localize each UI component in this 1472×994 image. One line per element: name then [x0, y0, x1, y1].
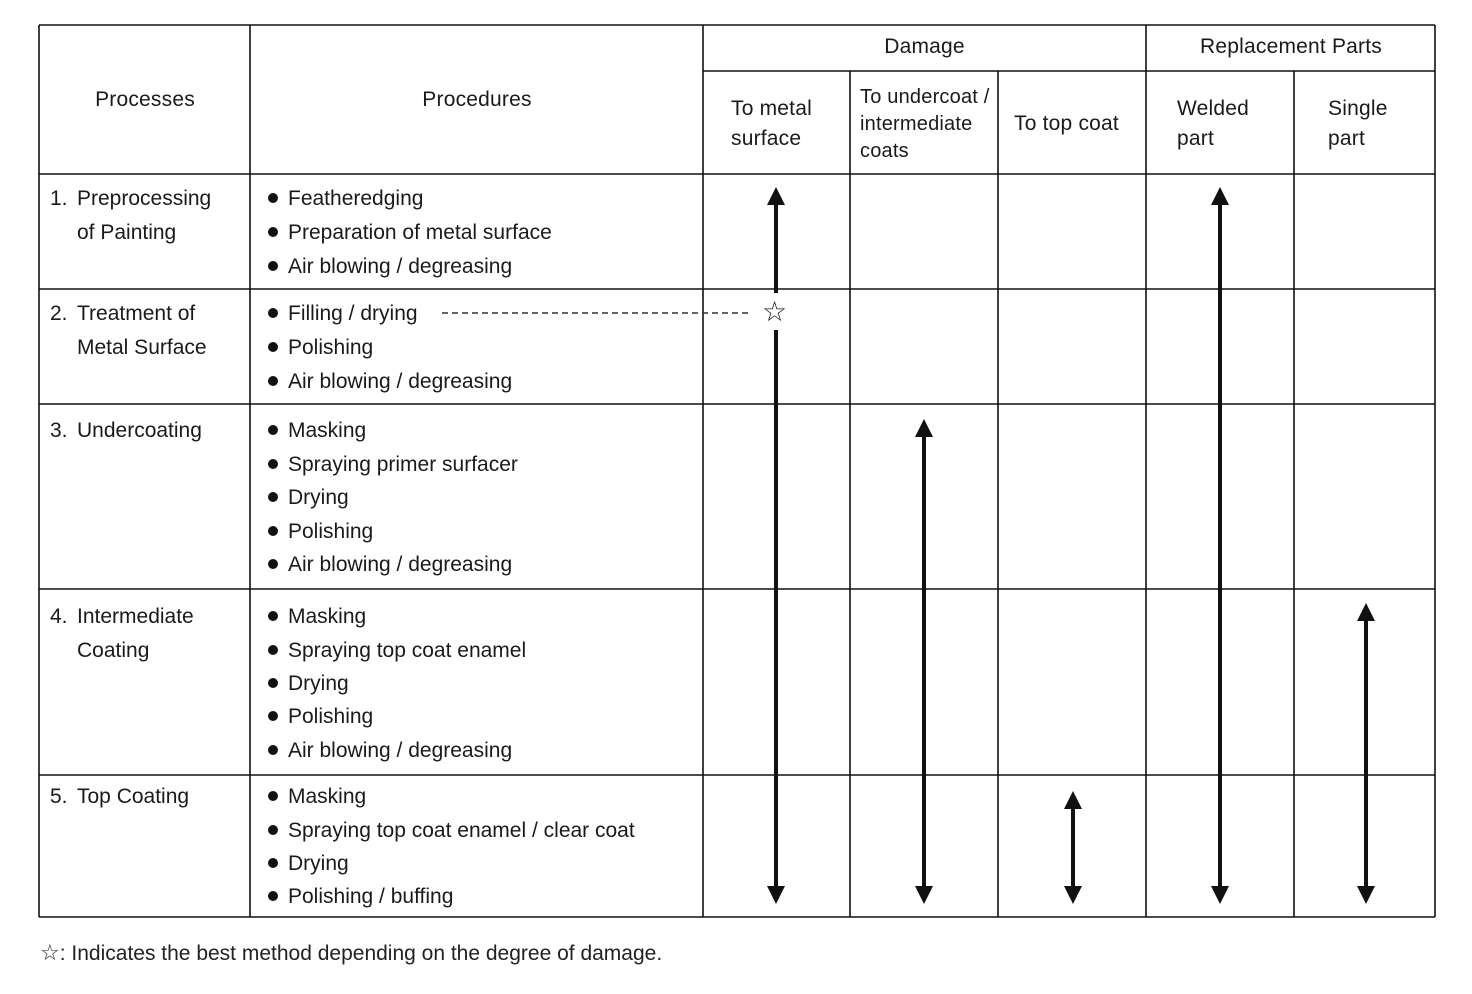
- row-3-procedure-4: Polishing: [268, 520, 373, 544]
- row-5-procedure-4: Polishing / buffing: [268, 885, 453, 909]
- row-4-process-line1: Intermediate: [77, 605, 194, 628]
- row-2-procedure-3: Air blowing / degreasing: [268, 370, 512, 394]
- bullet-icon: [268, 261, 278, 271]
- row-3-procedure-5: Air blowing / degreasing: [268, 553, 512, 577]
- row-2-number: 2.: [50, 302, 68, 325]
- row-2-process-line1: Treatment of: [77, 302, 196, 325]
- bullet-icon: [268, 711, 278, 721]
- row-3-procedure-2: Spraying primer surfacer: [268, 453, 518, 477]
- bullet-icon: [268, 492, 278, 502]
- row-1-process-line1: Preprocessing: [77, 187, 212, 210]
- row-3-number: 3.: [50, 419, 68, 442]
- footnote: [40, 940, 662, 968]
- bullet-icon: [268, 308, 278, 318]
- row-3-procedure-3: Drying: [268, 486, 349, 510]
- header-processes: Processes: [95, 88, 195, 111]
- header-single-part-line1: Single: [1328, 97, 1388, 120]
- bullet-icon: [268, 526, 278, 536]
- bullet-icon: [268, 425, 278, 435]
- row-4-number: 4.: [50, 605, 68, 628]
- row-4-procedure-5: Air blowing / degreasing: [268, 739, 512, 763]
- bullet-icon: [268, 678, 278, 688]
- bullet-icon: [268, 459, 278, 469]
- row-4-procedure-4: Polishing: [268, 705, 373, 729]
- row-5-process-line1: Top Coating: [77, 785, 190, 808]
- row-5-procedure-3: Drying: [268, 852, 349, 876]
- header-welded-part-line2: part: [1177, 127, 1214, 150]
- row-1-process-line2: of Painting: [77, 221, 177, 244]
- header-replacement-parts: Replacement Parts: [1200, 35, 1382, 58]
- bullet-icon: [268, 891, 278, 901]
- header-single-part-line2: part: [1328, 127, 1365, 150]
- bullet-icon: [268, 645, 278, 655]
- bullet-icon: [268, 791, 278, 801]
- bullet-icon: [268, 825, 278, 835]
- best-method-star-icon: ☆: [762, 295, 788, 328]
- header-welded-part-line1: Welded: [1177, 97, 1250, 120]
- row-2-procedure-1: Filling / drying: [268, 302, 418, 326]
- row-4-procedure-3: Drying: [268, 672, 349, 696]
- bullet-icon: [268, 858, 278, 868]
- bullet-icon: [268, 745, 278, 755]
- row-1-procedure-3: Air blowing / degreasing: [268, 255, 512, 279]
- header-to-undercoat-line3: coats: [860, 140, 909, 162]
- footnote-star-icon: ☆: [40, 941, 60, 966]
- header-to-undercoat-line2: intermediate: [860, 113, 973, 135]
- header-to-undercoat-line1: To undercoat /: [860, 86, 990, 108]
- bullet-icon: [268, 611, 278, 621]
- row-4-procedure-1: Masking: [268, 605, 366, 629]
- footnote-text: : Indicates the best method depending on the degree of damage.: [59, 942, 663, 965]
- row-5-number: 5.: [50, 785, 68, 808]
- header-to-metal-surface-line1: To metal: [731, 97, 812, 120]
- row-3-procedure-1: Masking: [268, 419, 366, 443]
- bullet-icon: [268, 193, 278, 203]
- header-procedures: Procedures: [422, 88, 532, 111]
- row-1-number: 1.: [50, 187, 68, 210]
- header-damage: Damage: [884, 35, 965, 58]
- row-1-procedure-1: Featheredging: [268, 187, 423, 211]
- row-5-procedure-2: Spraying top coat enamel / clear coat: [268, 819, 635, 843]
- header-to-top-coat: To top coat: [1014, 112, 1119, 135]
- header-to-metal-surface-line2: surface: [731, 127, 802, 150]
- row-3-process-line1: Undercoating: [77, 419, 202, 442]
- bullet-icon: [268, 227, 278, 237]
- bullet-icon: [268, 342, 278, 352]
- row-4-process-line2: Coating: [77, 639, 150, 662]
- row-1-procedure-2: Preparation of metal surface: [268, 221, 552, 245]
- row-2-procedure-2: Polishing: [268, 336, 373, 360]
- bullet-icon: [268, 376, 278, 386]
- row-4-procedure-2: Spraying top coat enamel: [268, 639, 526, 663]
- bullet-icon: [268, 559, 278, 569]
- row-5-procedure-1: Masking: [268, 785, 366, 809]
- row-2-process-line2: Metal Surface: [77, 336, 207, 359]
